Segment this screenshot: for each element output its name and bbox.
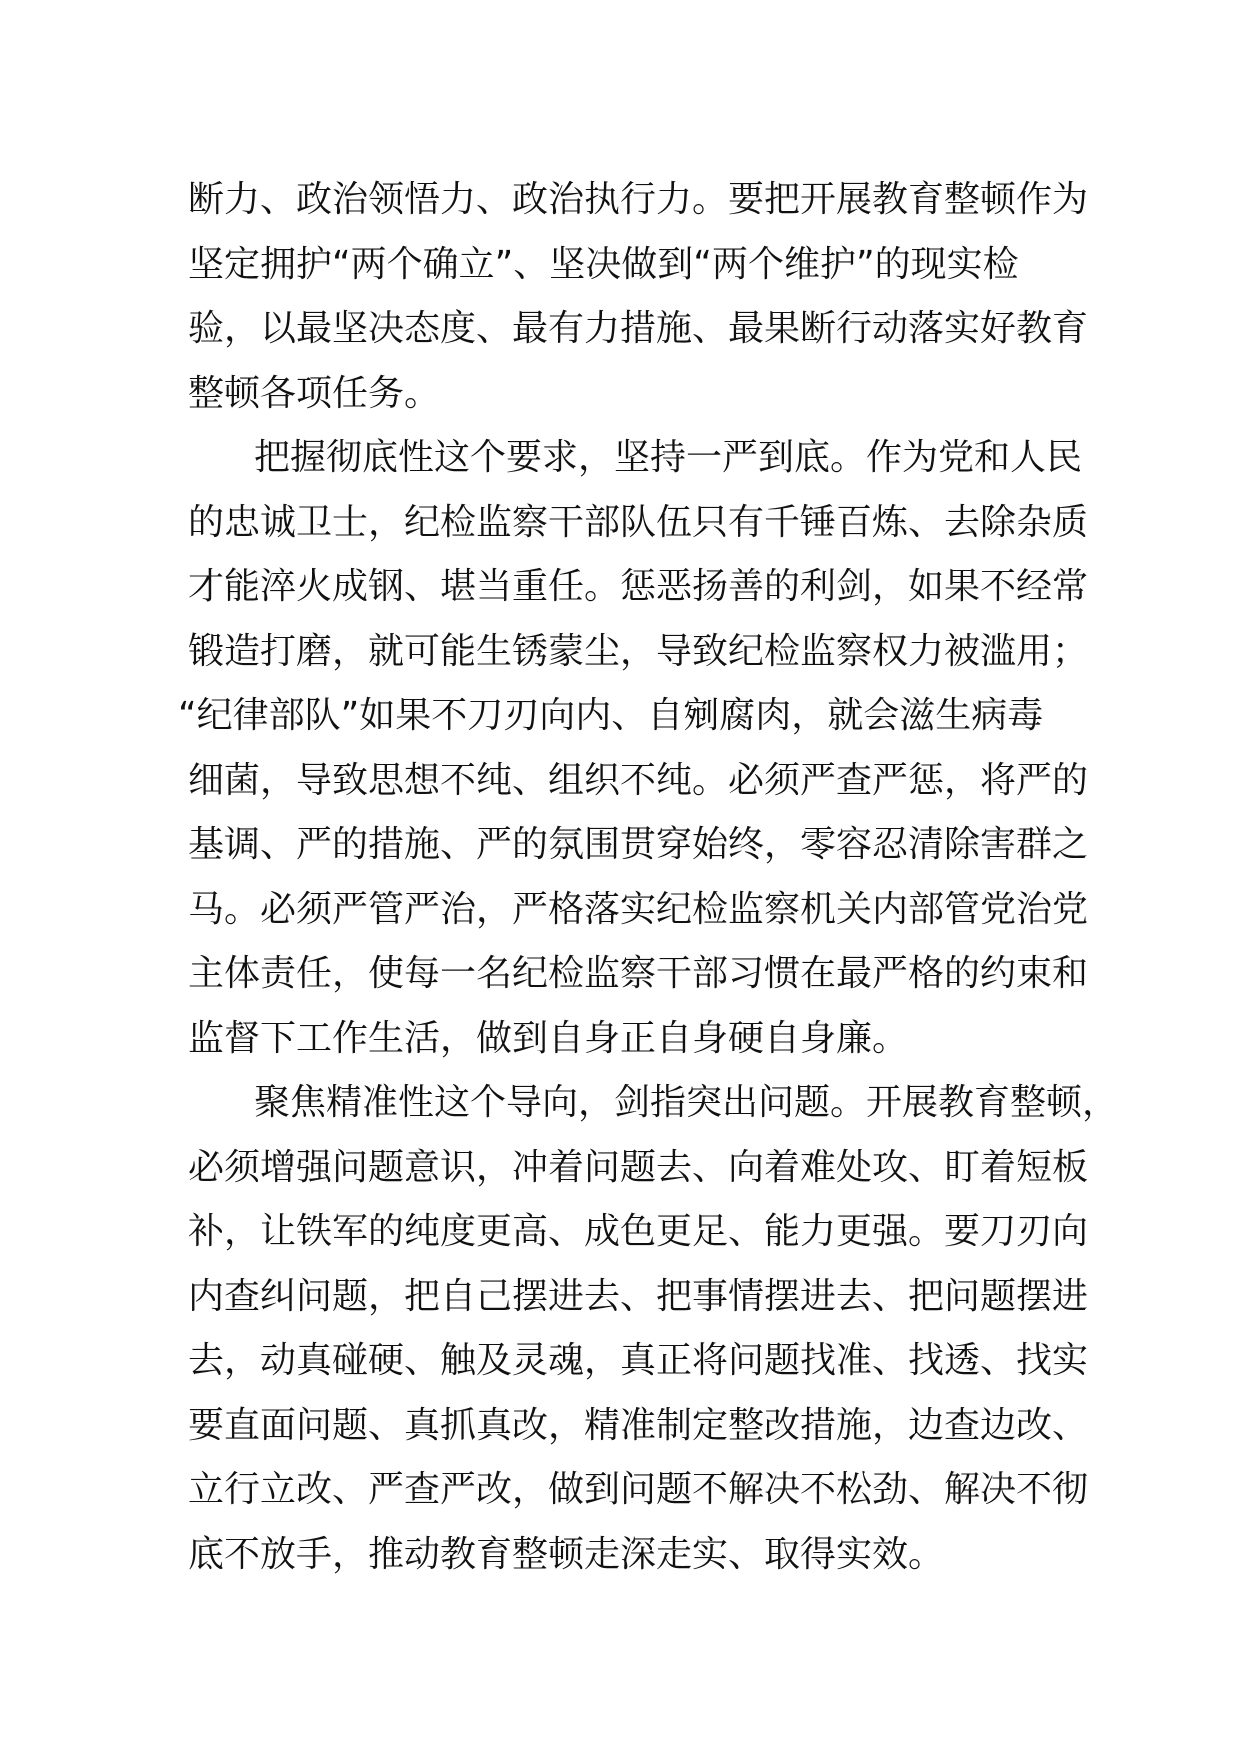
text-line: 去，动真碰硬、触及灵魂，真正将问题找准、找透、找实 bbox=[188, 1340, 1089, 1381]
text-line: 监督下工作生活，做到自身正自身硬自身廉。 bbox=[188, 1017, 909, 1059]
paragraph-first-line: 聚焦精准性这个导向，剑指突出问题。开展教育整顿， bbox=[254, 1082, 1119, 1123]
text-line: 坚定拥护“两个确立”、坚决做到“两个维护”的现实检 bbox=[188, 243, 1019, 285]
text-line: 底不放手，推动教育整顿走深走实、取得实效。 bbox=[188, 1533, 945, 1575]
text-line: 马。必须严管严治，严格落实纪检监察机关内部管党治党 bbox=[188, 888, 1089, 930]
body-text bbox=[178, 168, 1119, 1587]
text-line: 断力、政治领悟力、政治执行力。要把开展教育整顿作为 bbox=[188, 179, 1089, 220]
text-line: 细菌，导致思想不纯、组织不纯。必须严查严惩，将严的 bbox=[188, 759, 1089, 801]
text-line: 才能淬火成钢、堪当重任。惩恶扬善的利剑，如果不经常 bbox=[188, 566, 1089, 607]
text-line: 必须增强问题意识，冲着问题去、向着难处攻、盯着短板 bbox=[188, 1146, 1089, 1188]
text-line: 验，以最坚决态度、最有力措施、最果断行动落实好教育 bbox=[188, 308, 1089, 349]
text-line: 立行立改、严查严改，做到问题不解决不松劲、解决不彻 bbox=[188, 1469, 1089, 1510]
text-line: 补，让铁军的纯度更高、成色更足、能力更强。要刀刃向 bbox=[188, 1211, 1089, 1252]
text-line: 基调、严的措施、严的氛围贯穿始终，零容忍清除害群之 bbox=[188, 824, 1089, 865]
text-line: 锻造打磨，就可能生锈蒙尘，导致纪检监察权力被滥用； bbox=[188, 630, 1089, 672]
paragraph-first-line: 把握彻底性这个要求，坚持一严到底。作为党和人民 bbox=[254, 437, 1083, 478]
text-line: 要直面问题、真抓真改，精准制定整改措施，边查边改、 bbox=[188, 1404, 1089, 1446]
text-line: “纪律部队”如果不刀刃向内、自剜腐肉，就会滋生病毒 bbox=[178, 695, 1044, 736]
text-line: 的忠诚卫士，纪检监察干部队伍只有千锤百炼、去除杂质 bbox=[188, 501, 1089, 543]
text-line: 整顿各项任务。 bbox=[188, 372, 441, 414]
text-line: 主体责任，使每一名纪检监察干部习惯在最严格的约束和 bbox=[188, 953, 1089, 994]
text-line: 内查纠问题，把自己摆进去、把事情摆进去、把问题摆进 bbox=[188, 1275, 1089, 1317]
